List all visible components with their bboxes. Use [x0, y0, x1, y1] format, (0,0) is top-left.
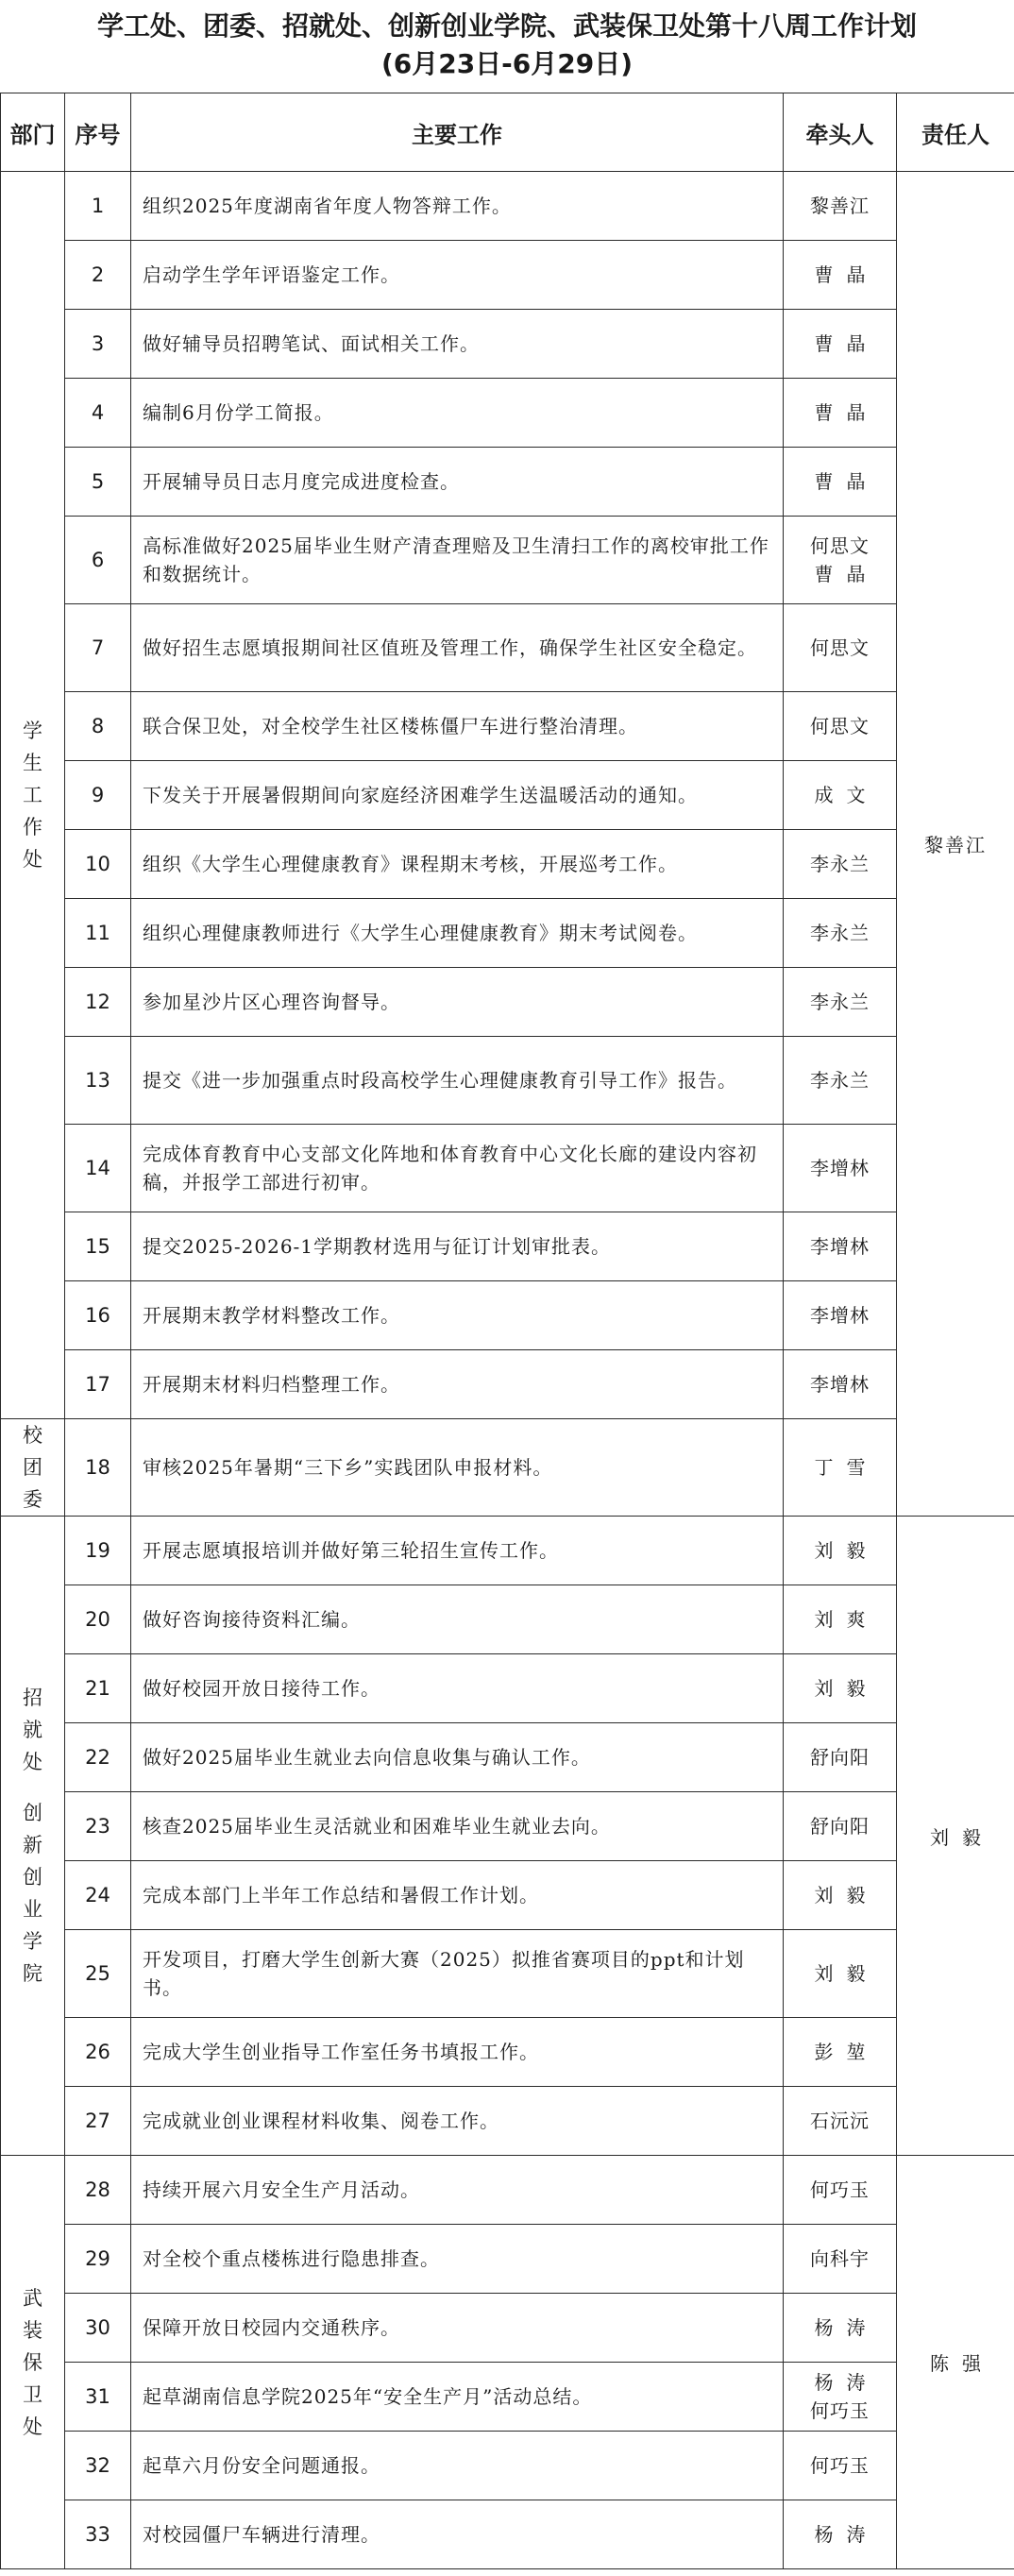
- table-row: [1, 310, 1014, 379]
- responsible-name: 陈强: [930, 2352, 994, 2375]
- lead-person: [784, 830, 897, 899]
- header-no: 序号: [65, 93, 131, 172]
- lead-name: 何巧玉: [810, 2454, 870, 2477]
- lead-person: [784, 2225, 897, 2294]
- table-row: [1, 2363, 1014, 2432]
- responsible-name: 刘毅: [930, 1825, 994, 1849]
- lead-name: 曹晶: [814, 563, 879, 585]
- work-item: 起草六月份安全问题通报。: [131, 2432, 784, 2500]
- row-number: 22: [65, 1723, 131, 1792]
- lead-person: [784, 1212, 897, 1281]
- table-row: [1, 1861, 1014, 1930]
- row-number: 11: [65, 899, 131, 968]
- dept-cell-youth-league: [1, 1419, 65, 1517]
- row-number: 20: [65, 1585, 131, 1654]
- lead-name: 刘爽: [814, 1608, 879, 1631]
- lead-person: [784, 517, 897, 604]
- work-item: 做好辅导员招聘笔试、面试相关工作。: [131, 310, 784, 379]
- header-dept: 部门: [1, 93, 65, 172]
- lead-name: 杨涛: [814, 2316, 879, 2339]
- work-item: 编制6月份学工简报。: [131, 379, 784, 448]
- lead-person: [784, 1792, 897, 1861]
- lead-person: [784, 1585, 897, 1654]
- work-item: 组织2025年度湖南省年度人物答辩工作。: [131, 172, 784, 241]
- row-number: 14: [65, 1125, 131, 1212]
- work-item: 组织心理健康教师进行《大学生心理健康教育》期末考试阅卷。: [131, 899, 784, 968]
- lead-person: [784, 2500, 897, 2569]
- work-item: 起草湖南信息学院2025年“安全生产月”活动总结。: [131, 2363, 784, 2432]
- lead-name: 何巧玉: [810, 2178, 870, 2201]
- lead-name: 石沅沅: [810, 2110, 870, 2132]
- dept-name: 校团委: [23, 1424, 42, 1511]
- lead-person: [784, 2087, 897, 2156]
- work-item: 完成就业创业课程材料收集、阅卷工作。: [131, 2087, 784, 2156]
- lead-name: 舒向阳: [810, 1815, 870, 1838]
- row-number: 7: [65, 604, 131, 692]
- table-body: [1, 172, 1014, 2569]
- table-row: [1, 379, 1014, 448]
- lead-name: 李永兰: [810, 922, 870, 944]
- document-title: 学工处、团委、招就处、创新创业学院、武装保卫处第十八周工作计划: [96, 10, 917, 42]
- lead-person: [784, 241, 897, 310]
- table-row: [1, 2156, 1014, 2225]
- dept-name: 招就处: [23, 1686, 42, 1773]
- table-row: [1, 1125, 1014, 1212]
- work-item: 做好2025届毕业生就业去向信息收集与确认工作。: [131, 1723, 784, 1792]
- work-item: 高标准做好2025届毕业生财产清查理赔及卫生清扫工作的离校审批工作和数据统计。: [131, 517, 784, 604]
- row-number: 1: [65, 172, 131, 241]
- lead-person: [784, 1037, 897, 1125]
- table-row: [1, 1723, 1014, 1792]
- header-row: [1, 93, 1014, 172]
- work-item: 开展辅导员日志月度完成进度检查。: [131, 448, 784, 517]
- work-item: 核查2025届毕业生灵活就业和困难毕业生就业去向。: [131, 1792, 784, 1861]
- lead-name: 何思文: [810, 715, 870, 737]
- row-number: 12: [65, 968, 131, 1037]
- lead-name: 刘毅: [814, 1884, 879, 1907]
- table-row: [1, 1654, 1014, 1723]
- work-item: 完成大学生创业指导工作室任务书填报工作。: [131, 2018, 784, 2087]
- work-item: 对校园僵尸车辆进行清理。: [131, 2500, 784, 2569]
- lead-name: 李永兰: [810, 853, 870, 875]
- row-number: 16: [65, 1281, 131, 1350]
- work-item: 持续开展六月安全生产月活动。: [131, 2156, 784, 2225]
- row-number: 25: [65, 1930, 131, 2018]
- row-number: 32: [65, 2432, 131, 2500]
- responsible-name: 黎善江: [924, 834, 987, 856]
- work-plan-table: [0, 93, 1014, 2569]
- dept-cell-enrollment: [1, 1517, 65, 2156]
- lead-name: 黎善江: [810, 195, 870, 217]
- responsible-person-student-affairs: [897, 172, 1014, 1517]
- dept-name-secondary: 创新创业学院: [23, 1802, 42, 1985]
- table-row: [1, 761, 1014, 830]
- lead-person: [784, 1419, 897, 1517]
- row-number: 2: [65, 241, 131, 310]
- table-row: [1, 1930, 1014, 2018]
- lead-person: [784, 1654, 897, 1723]
- lead-name: 向科宇: [810, 2247, 870, 2270]
- lead-name: 李增林: [810, 1304, 870, 1327]
- lead-person: [784, 692, 897, 761]
- row-number: 33: [65, 2500, 131, 2569]
- work-item: 提交2025-2026-1学期教材选用与征订计划审批表。: [131, 1212, 784, 1281]
- lead-name: 曹晶: [814, 332, 879, 355]
- table-row: [1, 241, 1014, 310]
- row-number: 27: [65, 2087, 131, 2156]
- row-number: 9: [65, 761, 131, 830]
- lead-name: 丁雪: [814, 1456, 879, 1479]
- lead-name: 李永兰: [810, 991, 870, 1013]
- lead-name: 刘毅: [814, 1677, 879, 1700]
- dept-cell-security: [1, 2156, 65, 2569]
- work-item: 完成体育教育中心支部文化阵地和体育教育中心文化长廊的建设内容初稿，并报学工部进行初审。: [131, 1125, 784, 1212]
- table-row: [1, 1212, 1014, 1281]
- table-row: [1, 830, 1014, 899]
- row-number: 13: [65, 1037, 131, 1125]
- lead-name: 杨涛: [814, 2371, 879, 2394]
- lead-person: [784, 1723, 897, 1792]
- lead-person: [784, 2294, 897, 2363]
- work-item: 审核2025年暑期“三下乡”实践团队申报材料。: [131, 1419, 784, 1517]
- lead-person: [784, 1281, 897, 1350]
- lead-name: 曹晶: [814, 401, 879, 424]
- work-item: 对全校个重点楼栋进行隐患排查。: [131, 2225, 784, 2294]
- header-lead: 牵头人: [784, 93, 897, 172]
- row-number: 28: [65, 2156, 131, 2225]
- lead-name: 成文: [814, 784, 879, 806]
- work-item: 开展志愿填报培训并做好第三轮招生宣传工作。: [131, 1517, 784, 1585]
- lead-name: 李增林: [810, 1157, 870, 1179]
- header-work: 主要工作: [131, 93, 784, 172]
- lead-name: 刘毅: [814, 1539, 879, 1562]
- row-number: 6: [65, 517, 131, 604]
- table-row: [1, 1517, 1014, 1585]
- lead-person: [784, 310, 897, 379]
- work-item: 开发项目，打磨大学生创新大赛（2025）拟推省赛项目的ppt和计划书。: [131, 1930, 784, 2018]
- table-row: [1, 2500, 1014, 2569]
- table-row: [1, 692, 1014, 761]
- work-item: 提交《进一步加强重点时段高校学生心理健康教育引导工作》报告。: [131, 1037, 784, 1125]
- table-row: [1, 2294, 1014, 2363]
- lead-name: 曹晶: [814, 263, 879, 286]
- table-row: [1, 968, 1014, 1037]
- row-number: 19: [65, 1517, 131, 1585]
- dept-name: 武装保卫处: [23, 2286, 42, 2438]
- work-item: 做好招生志愿填报期间社区值班及管理工作，确保学生社区安全稳定。: [131, 604, 784, 692]
- lead-person: [784, 1125, 897, 1212]
- lead-person: [784, 2018, 897, 2087]
- lead-person: [784, 1517, 897, 1585]
- table-row: [1, 2225, 1014, 2294]
- work-item: 完成本部门上半年工作总结和暑假工作计划。: [131, 1861, 784, 1930]
- lead-person: [784, 1350, 897, 1419]
- work-item: 开展期末教学材料整改工作。: [131, 1281, 784, 1350]
- work-item: 做好校园开放日接待工作。: [131, 1654, 784, 1723]
- row-number: 4: [65, 379, 131, 448]
- row-number: 5: [65, 448, 131, 517]
- table-row: [1, 604, 1014, 692]
- table-row: [1, 172, 1014, 241]
- row-number: 31: [65, 2363, 131, 2432]
- lead-person: [784, 379, 897, 448]
- row-number: 15: [65, 1212, 131, 1281]
- row-number: 26: [65, 2018, 131, 2087]
- work-item: 组织《大学生心理健康教育》课程期末考核，开展巡考工作。: [131, 830, 784, 899]
- lead-name: 何思文: [810, 534, 870, 557]
- lead-person: [784, 1861, 897, 1930]
- lead-person: [784, 899, 897, 968]
- lead-person: [784, 2156, 897, 2225]
- work-item: 保障开放日校园内交通秩序。: [131, 2294, 784, 2363]
- lead-name: 曹晶: [814, 470, 879, 493]
- table-row: [1, 2018, 1014, 2087]
- table-row: [1, 1419, 1014, 1517]
- table-row: [1, 899, 1014, 968]
- table-row: [1, 448, 1014, 517]
- dept-name: 学生工作处: [23, 720, 42, 871]
- lead-person: [784, 172, 897, 241]
- lead-person: [784, 2432, 897, 2500]
- lead-name: 李永兰: [810, 1069, 870, 1092]
- table-row: [1, 2432, 1014, 2500]
- lead-name: 何思文: [810, 636, 870, 659]
- row-number: 3: [65, 310, 131, 379]
- date-range: (6月23日-6月29日): [380, 48, 634, 79]
- dept-cell-student-affairs: [1, 172, 65, 1419]
- work-item: 联合保卫处，对全校学生社区楼栋僵尸车进行整治清理。: [131, 692, 784, 761]
- row-number: 17: [65, 1350, 131, 1419]
- lead-person: [784, 448, 897, 517]
- work-item: 启动学生学年评语鉴定工作。: [131, 241, 784, 310]
- lead-name: 舒向阳: [810, 1746, 870, 1769]
- lead-name: 何巧玉: [810, 2399, 870, 2422]
- lead-name: 李增林: [810, 1235, 870, 1258]
- lead-person: [784, 1930, 897, 2018]
- lead-person: [784, 604, 897, 692]
- responsible-person-security: [897, 2156, 1014, 2569]
- lead-name: 李增林: [810, 1373, 870, 1396]
- table-row: [1, 1281, 1014, 1350]
- row-number: 18: [65, 1419, 131, 1517]
- work-item: 下发关于开展暑假期间向家庭经济困难学生送温暖活动的通知。: [131, 761, 784, 830]
- header-resp: 责任人: [897, 93, 1014, 172]
- row-number: 8: [65, 692, 131, 761]
- title-block: [0, 0, 1014, 91]
- row-number: 29: [65, 2225, 131, 2294]
- lead-name: 彭堃: [814, 2041, 879, 2063]
- lead-name: 刘毅: [814, 1962, 879, 1985]
- row-number: 21: [65, 1654, 131, 1723]
- table-row: [1, 1792, 1014, 1861]
- lead-name: 杨涛: [814, 2523, 879, 2546]
- lead-person: [784, 761, 897, 830]
- table-row: [1, 1350, 1014, 1419]
- row-number: 30: [65, 2294, 131, 2363]
- lead-person: [784, 2363, 897, 2432]
- table-row: [1, 517, 1014, 604]
- row-number: 23: [65, 1792, 131, 1861]
- responsible-person-enrollment: [897, 1517, 1014, 2156]
- table-row: [1, 1037, 1014, 1125]
- row-number: 24: [65, 1861, 131, 1930]
- work-item: 做好咨询接待资料汇编。: [131, 1585, 784, 1654]
- row-number: 10: [65, 830, 131, 899]
- work-item: 开展期末材料归档整理工作。: [131, 1350, 784, 1419]
- work-item: 参加星沙片区心理咨询督导。: [131, 968, 784, 1037]
- lead-person: [784, 968, 897, 1037]
- table-row: [1, 1585, 1014, 1654]
- table-row: [1, 2087, 1014, 2156]
